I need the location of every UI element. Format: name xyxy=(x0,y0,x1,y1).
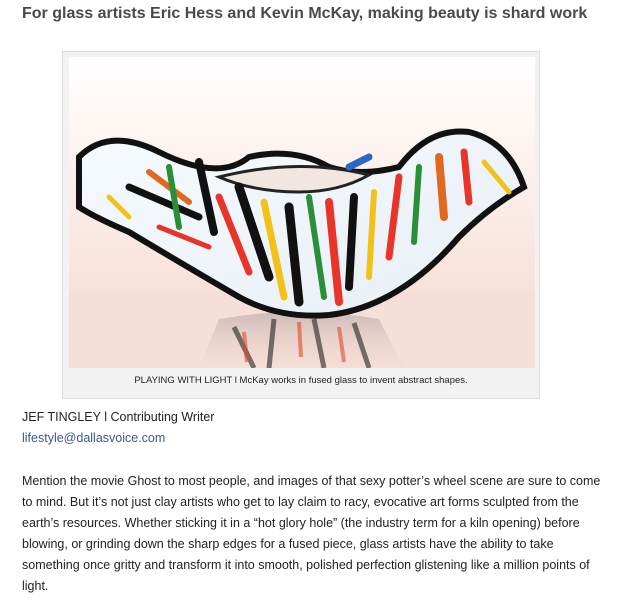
photo-caption: PLAYING WITH LIGHT l McKay works in fused glass to invent abstract shapes. xyxy=(134,375,468,386)
article-body: Mention the movie Ghost to most people, and images of that sexy potter’s wheel scene are sure to come to mind. But it’s not just clay artists who get to lay claim to racy, evocative art forms sculpted from the earth’s resources. Whether sticking it in a “hot glory hole” (the industry term for a kiln opening) before blowing, or grinding down the sharp edges for a fused piece, glass artists have the ability to take something once gritty and transform it into smooth, polished perfection glistening like a million points of light. xyxy=(22,474,601,593)
author-name: JEF TINGLEY xyxy=(22,410,101,424)
byline xyxy=(22,410,214,424)
author-email-link[interactable]: lifestyle@dallasvoice.com xyxy=(22,431,166,445)
glass-bowl-photo xyxy=(69,57,535,368)
photo-figure xyxy=(62,51,540,399)
headline: For glass artists Eric Hess and Kevin McKay, making beauty is shard work xyxy=(22,5,588,22)
author-role: l Contributing Writer xyxy=(104,410,215,424)
